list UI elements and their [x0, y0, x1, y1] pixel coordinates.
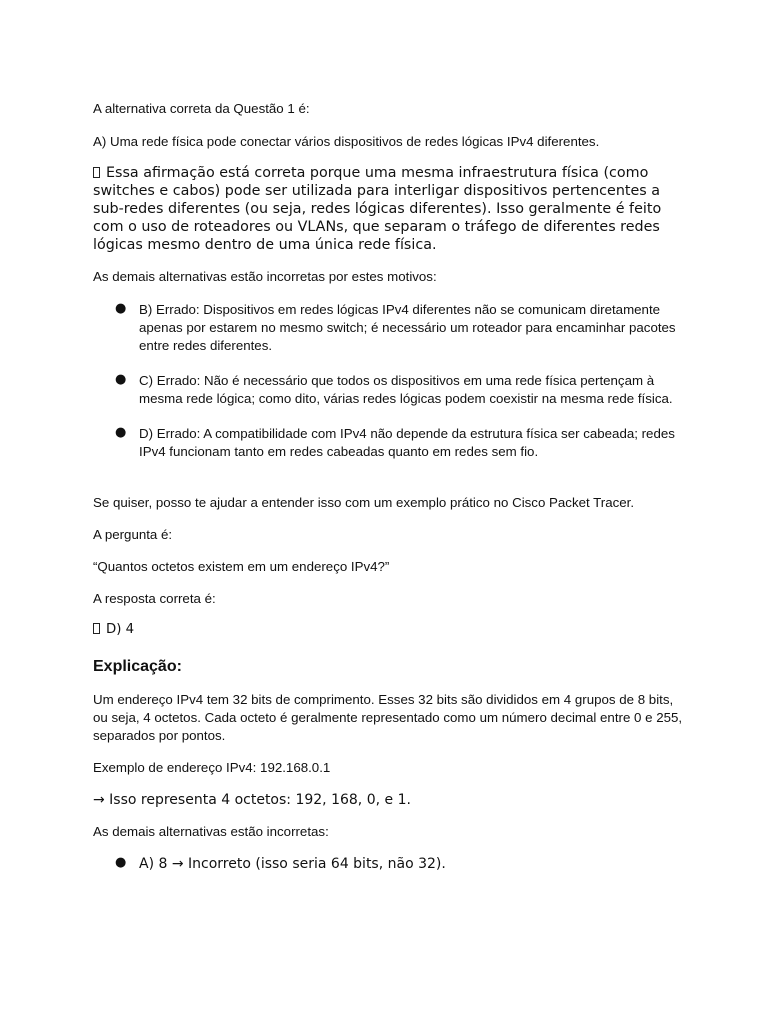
explanation-paragraph [93, 164, 683, 254]
question-label: A pergunta é: [93, 527, 173, 542]
section-body: Um endereço IPv4 tem 32 bits de comprimento. Esses 32 bits são divididos em 4 grupos de 8 bits, ou seja, 4 octetos. Cada octeto é geralmente representado como um número decimal entre 0 e 255, separados por pontos. [93, 692, 683, 743]
check-mark-icon [93, 167, 100, 178]
question-text: “Quantos octetos existem em um endereço IPv4?” [93, 559, 390, 574]
example-text: Exemplo de endereço IPv4: 192.168.0.1 [93, 760, 331, 775]
intro-text: A alternativa correta da Questão 1 é: [93, 101, 310, 116]
answer-a-text: A) Uma rede física pode conectar vários dispositivos de redes lógicas IPv4 diferentes. [93, 134, 600, 149]
check-mark-icon [93, 623, 100, 634]
explanation-text: Essa afirmação está correta porque uma mesma infraestrutura física (como switches e cabos) pode ser utilizada para interligar dispositivos pertencentes a sub-redes diferentes (ou seja, redes lógicas diferentes). Isso geralmente é feito com o uso de roteadores ou VLANs, que separam o tráfego de diferentes redes lógicas mesmo dentro de uma única rede física. [93, 165, 662, 253]
answer-d-text: D) 4 [106, 622, 135, 637]
others-list [93, 301, 683, 461]
list-item [93, 855, 683, 873]
list-item-text: D) Errado: A compatibilidade com IPv4 não depende da estrutura física ser cabeada; redes IPv4 funcionam tanto em redes cabeadas quanto em redes sem fio. [139, 426, 675, 459]
list-item-text: B) Errado: Dispositivos em redes lógicas IPv4 diferentes não se comunicam diretamente apenas por estarem no mesmo switch; é necessário um roteador para encaminhar pacotes entre redes diferentes. [139, 302, 676, 353]
others-intro: As demais alternativas estão incorretas por estes motivos: [93, 269, 437, 284]
offer-text: Se quiser, posso te ajudar a entender isso com um exemplo prático no Cisco Packet Tracer. [93, 495, 635, 510]
list-item [93, 372, 683, 408]
list-item-text: C) Errado: Não é necessário que todos os dispositivos em uma rede física pertençam à mesma rede lógica; como dito, várias redes lógicas podem coexistir na mesma rede física. [139, 373, 673, 406]
list-item-text: A) 8 → Incorreto (isso seria 64 bits, não 32). [139, 856, 446, 872]
bullet-icon: ● [115, 301, 127, 316]
answer-label: A resposta correta é: [93, 591, 216, 606]
list-item [93, 425, 683, 461]
answer-d-paragraph [93, 621, 683, 639]
list-item [93, 301, 683, 355]
others2-list [93, 855, 683, 873]
bullet-icon: ● [115, 372, 127, 387]
bullet-icon: ● [115, 425, 127, 440]
section-title: Explicação: [93, 658, 182, 675]
document-page [93, 100, 683, 873]
represents-text: → Isso representa 4 octetos: 192, 168, 0, e 1. [93, 792, 411, 808]
others2-intro: As demais alternativas estão incorretas: [93, 824, 329, 839]
bullet-icon: ● [115, 855, 127, 870]
